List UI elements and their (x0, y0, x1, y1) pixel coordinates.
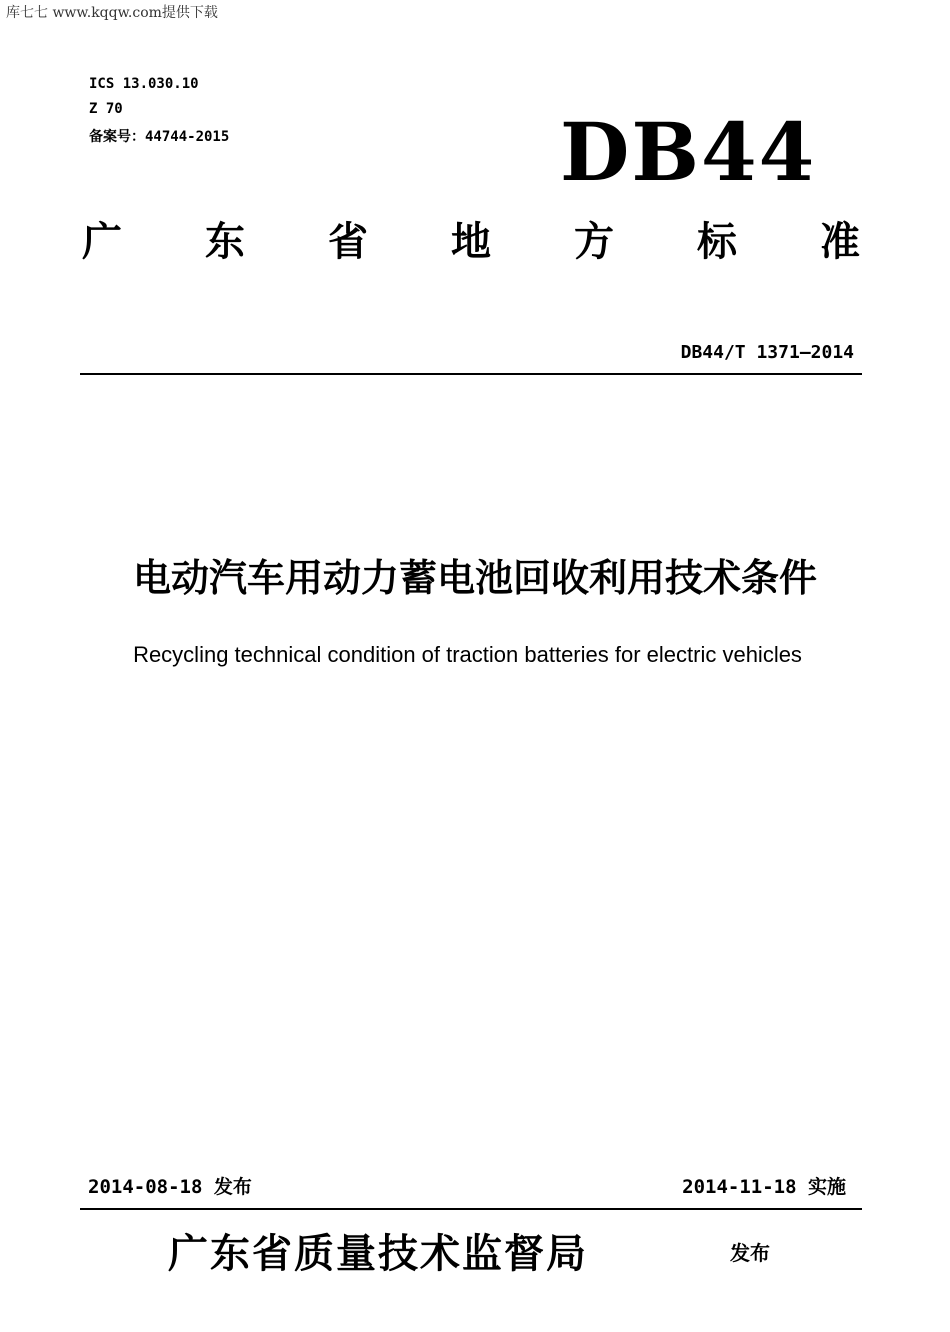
ccs-code: Z 70 (89, 101, 123, 117)
publish-date: 2014-08-18 发布 (88, 1176, 252, 1198)
standard-type-heading (82, 219, 860, 265)
standard-type-char: 广 (82, 219, 122, 265)
bottom-divider (80, 1208, 862, 1210)
standard-type-char: 东 (205, 219, 245, 265)
standard-type-char: 地 (451, 219, 491, 265)
implement-date: 2014-11-18 实施 (682, 1176, 846, 1198)
standard-type-char: 省 (328, 219, 368, 265)
db-logo: DB44 (560, 105, 817, 199)
document-title-en: Recycling technical condition of traction batteries for electric vehicles (133, 642, 802, 667)
standard-type-char: 标 (697, 219, 737, 265)
issuer-name: 广东省质量技术监督局 (168, 1230, 588, 1277)
standard-type-char: 准 (820, 219, 860, 265)
issue-label: 发布 (730, 1241, 770, 1265)
ics-code: ICS 13.030.10 (89, 76, 199, 92)
record-number: 备案号：44744-2015 (89, 129, 230, 145)
document-title-cn: 电动汽车用动力蓄电池回收利用技术条件 (132, 556, 817, 600)
watermark-text: 库七七 www.kqqw.com提供下载 (6, 5, 218, 21)
top-divider (80, 373, 862, 375)
standard-type-char: 方 (574, 219, 614, 265)
standard-number: DB44/T 1371—2014 (680, 342, 854, 363)
